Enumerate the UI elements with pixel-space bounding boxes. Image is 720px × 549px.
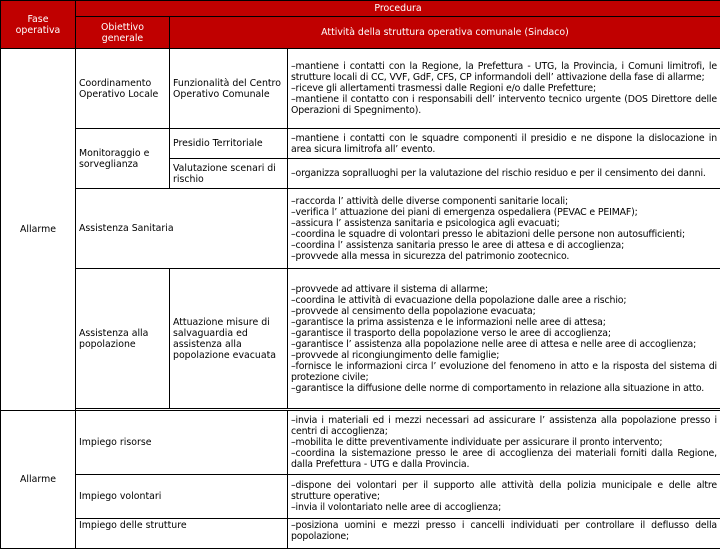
activity-line: –posiziona uomini e mezzi presso i cancelli individuati per controllare il deflusso della popolazione;	[291, 520, 717, 542]
activity-line: –garantisce la prima assistenza e le informazioni nelle aree di attesa;	[291, 317, 717, 328]
activities-volontari	[288, 475, 720, 519]
activity-line: –provvede al ricongiungimento delle famiglie;	[291, 350, 717, 361]
activity-line: –mantiene il contatto con i responsabili dell’ intervento tecnico urgente (DOS Direttore delle Operazioni di Spegnimento).	[291, 94, 717, 116]
activities-coordinamento	[288, 49, 720, 129]
activity-line: –provvede ad attivare il sistema di allarme;	[291, 284, 717, 295]
activity-line: –raccorda l’ attività delle diverse componenti sanitarie locali;	[291, 196, 717, 207]
objective-strutture: Impiego delle strutture	[76, 519, 288, 549]
activity-line: –invia il volontariato nelle aree di accoglienza;	[291, 502, 717, 513]
function-coc: Funzionalità del Centro Operativo Comunale	[170, 49, 288, 129]
activity-line: –mantiene i contatti con le squadre componenti il presidio e ne dispone la dislocazione in area sicura limitrofa all’ evento.	[291, 133, 717, 155]
function-salvaguardia: Attuazione misure di salvaguardia ed assistenza alla popolazione evacuata	[170, 269, 288, 409]
header-procedura: Procedura	[76, 1, 720, 17]
objective-risorse: Impiego risorse	[76, 411, 288, 475]
activities-sanitaria	[288, 189, 720, 269]
function-presidio: Presidio Territoriale	[170, 129, 288, 159]
activity-line: –coordina le attività di evacuazione della popolazione dalle aree a rischio;	[291, 295, 717, 306]
objective-monitoraggio: Monitoraggio e sorveglianza	[76, 129, 170, 189]
phase-allarme-cell: Allarme	[1, 49, 76, 411]
header-fase: Fase operativa	[1, 1, 76, 49]
activity-line: –dispone dei volontari per il supporto alle attività della polizia municipale e delle altre strutture operative;	[291, 480, 717, 502]
activity-line: –coordina la sistemazione presso le aree di accoglienza dei materiali forniti dalla Regione, dalla Prefettura - UTG e dalla Provincia.	[291, 448, 717, 470]
activity-line: –organizza sopralluoghi per la valutazione del rischio residuo e per il censimento dei danni.	[291, 168, 717, 179]
activity-line: –coordina le squadre di volontari presso le abitazioni delle persone non autosufficienti;	[291, 229, 717, 240]
activity-line: –provvede al censimento della popolazione evacuata;	[291, 306, 717, 317]
phase-allarme-cell-2: Allarme	[1, 411, 76, 549]
activity-line: –mobilita le ditte preventivamente individuate per assicurare il pronto intervento;	[291, 437, 717, 448]
activities-valutazione	[288, 159, 720, 189]
activity-line: –riceve gli allertamenti trasmessi dalle Regioni e/o dalle Prefetture;	[291, 83, 717, 94]
activity-line: –verifica l’ attuazione dei piani di emergenza ospedaliera (PEVAC e PEIMAF);	[291, 207, 717, 218]
objective-volontari: Impiego volontari	[76, 475, 288, 519]
activity-line: –coordina l’ assistenza sanitaria presso le aree di attesa e di accoglienza;	[291, 240, 717, 251]
activity-line: –mantiene i contatti con la Regione, la Prefettura - UTG, la Provincia, i Comuni limitrofi, le strutture locali di CC, VVF, GdF, CFS, CP informandoli dell’ attivazione della fase di allarme;	[291, 61, 717, 83]
function-valutazione: Valutazione scenari di rischio	[170, 159, 288, 189]
activity-line: –provvede alla messa in sicurezza del patrimonio zootecnico.	[291, 251, 717, 262]
objective-popolazione: Assistenza alla popolazione	[76, 269, 170, 409]
header-obiettivo: Obiettivo generale	[76, 17, 170, 49]
activity-line: –fornisce le informazioni circa l’ evoluzione del fenomeno in atto e la risposta del sistema di protezione civile;	[291, 361, 717, 383]
objective-coordinamento: Coordinamento Operativo Locale	[76, 49, 170, 129]
header-attivita: Attività della struttura operativa comunale (Sindaco)	[170, 17, 720, 49]
activities-strutture	[288, 519, 720, 549]
activity-line: –assicura l’ assistenza sanitaria e psicologica agli evacuati;	[291, 218, 717, 229]
activity-line: –garantisce l’ assistenza alla popolazione nelle aree di attesa e nelle aree di accoglienza;	[291, 339, 717, 350]
activity-line: –invia i materiali ed i mezzi necessari ad assicurare l’ assistenza alla popolazione presso i centri di accoglienza;	[291, 415, 717, 437]
activities-presidio	[288, 129, 720, 159]
activity-line: –garantisce il trasporto della popolazione verso le aree di accoglienza;	[291, 328, 717, 339]
activity-line: –garantisce la diffusione delle norme di comportamento in relazione alla situazione in atto.	[291, 383, 717, 394]
activities-popolazione	[288, 269, 720, 409]
objective-sanitaria: Assistenza Sanitaria	[76, 189, 288, 269]
activities-risorse	[288, 411, 720, 475]
